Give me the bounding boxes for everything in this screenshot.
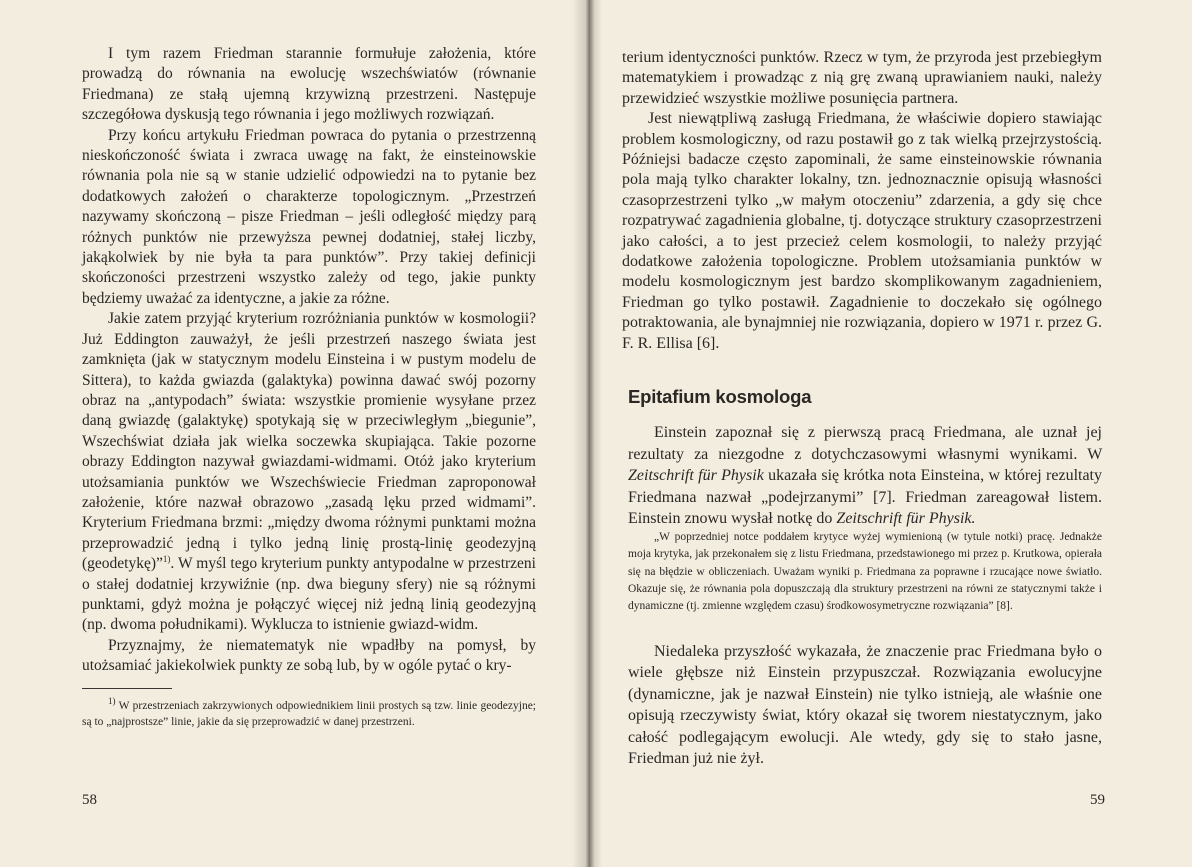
paragraph: Przy końcu artykułu Friedman powraca do pytania o przestrzenną nieskończoność świata i zwraca uwagę na fakt, że einsteinowskie równania pola nie są w stanie udzielić odpowiedzi na to pytanie bez dodatkowych założeń o charakterze topologicznym. „Przestrzeń nazywamy skończoną – pisze Friedman – jeśli odległość między parą różnych punktów nie przewyższa pewnej dodatniej, stałej liczby, jakąkolwiek by nie była ta para punktów”. Przy takiej definicji skończoności przestrzeni wszystko zależy od tego, jakie punkty będziemy uważać za identyczne, a jakie za różne. <box>82 126 536 307</box>
paragraph: terium identyczności punktów. Rzecz w tym, że przyroda jest przebiegłym matematykiem i prowadząc z nią grę zwaną uprawianiem nauki, należy przewidzieć wszystkie możliwe posunięcia partnera. <box>622 49 1102 107</box>
paragraph: Jest niewątpliwą zasługą Friedmana, że właściwie dopiero stawiając problem kosmologiczny, od razu postawił go z tak wielką przejrzystością. Późniejsi badacze często zapominali, że same einsteinowskie równania pola mają tylko charakter lokalny, tzn. jednoznacznie opisują własności czasoprzestrzeni tylko „w małym otoczeniu” zdarzenia, a gdy się chce rozpatrywać zagadnienia globalne, tj. dotyczące struktury czasoprzestrzeni jako całości, a to jest przecież celem kosmologii, to należy przyjąć dodatkowe założenia topologiczne. Problem utożsamiania punktów w modelu kosmologicznym jest bardzo skomplikowanym zagadnieniem, Friedman go tylko postawił. Zagadnienie to doczekało się ogólnego potraktowania, ale bynajmniej nie rozwiązania, dopiero w 1971 r. przez G. F. R. Ellisa [6]. <box>622 110 1102 352</box>
footnote-number: 1) <box>108 696 116 707</box>
journal-title: Zeitschrift für Physik <box>628 467 764 485</box>
left-page <box>0 0 590 867</box>
paragraph: Przyznajmy, że niematematyk nie wpadłby na pomysł, by utożsamiać jakiekolwiek punkty ze sobą lub, by w ogóle pytać o kry- <box>82 636 536 675</box>
paragraph-text: Einstein zapoznał się z pierwszą pracą Friedmana, ale uznał jej rezultaty za niezgodne z dotychczasowymi własnymi wynikami. W <box>628 424 1102 463</box>
footnote-marker: 1) <box>162 554 171 564</box>
paragraph <box>628 422 1102 530</box>
page-number-right: 59 <box>1090 792 1105 808</box>
paragraph: I tym razem Friedman starannie formułuje założenia, które prowadzą do równania na ewolucję wszechświatów (równanie Friedmana) ze stałą ujemną krzywizną przestrzeni. Następuje szczegółowa dyskusją tego równania i jego możliwych rozwiązań. <box>82 45 536 124</box>
closing-paragraph <box>628 641 1102 769</box>
quote-text: „W poprzedniej notce poddałem krytyce wyżej wymienioną (w tytule notki) pracę. Jednakże moja krytyka, jak przekonałem się z listu Friedmana, przedstawionego mi przez p. Krutkowa, opierała się na błędzie w obliczeniach. Uważam wyniki p. Friedmana za poprawne i rzucające nowe światło. Okazuje się, że równania pola dopuszczają dla struktury przestrzeni na równi ze statycznymi także i dynamiczne (tj. zmienne względem czasu) środkowosymetryczne rozwiązania” [8]. <box>628 531 1102 613</box>
footnote <box>82 696 537 730</box>
section-title: Epitafium kosmologa <box>628 386 812 407</box>
paragraph-text: Jakie zatem przyjąć kryterium rozróżniania punktów w kosmologii? Już Eddington zauważył, że jeśli przestrzeń naszego świata jest zamknięta (jak w statycznym modelu Einsteina i w pustym modelu de Sittera), to każda gwiazda (galaktyka) powinna dawać swój pozorny obraz na „antypodach” świata: wszystkie promienie wysyłane przez daną gwiazdę (galaktykę) spotykają się w przeciwległym „biegunie”, Wszechświat działa jak wielka soczewka skupiająca. Takie pozorne obrazy Eddington nazywał gwiazdami-widmami. Otóż jako kryterium utożsamiania punktów we Wszechświecie Friedman zaproponował założenie, które nazwał obrazowo „zasadą lęku przed widmami”. Kryterium Friedmana brzmi: „między dwoma różnymi punktami można przeprowadzić jedną i tylko jedną linię prostą-linię geodezyjną (geodetykę)” <box>82 310 536 573</box>
left-page-body <box>82 44 536 677</box>
section-paragraph <box>628 422 1102 530</box>
paragraph: Niedaleka przyszłość wykazała, że znaczenie prac Friedmana było o wiele głębsze niż Einstein przypuszczał. Rozwiązania ewolucyjne (dynamiczne, jak je nazwał Einstein) nie tylko istnieją, ale właśnie one opisują rzeczywisty świat, który okazał się tworem niestatycznym, jako całość podlegającym ewolucji. Ale wtedy, gdy się to stało jasne, Friedman już nie żył. <box>628 643 1102 768</box>
einstein-quote <box>628 529 1102 615</box>
paragraph-text: ukazała się krótka nota Einsteina, w której rezultaty Friedmana nazwał „podejrzanymi” [7]. Friedman zareagował listem. Einstein znowu wysłał notkę do <box>628 467 1103 528</box>
paragraph-text: W myśl tego kryterium punkty antypodalne w przestrzeni o stałej dodatniej krzywiźnie (np. dwa bieguny sfery) nie są różnymi punktami, gdyż można je połączyć więcej niż jedną linią geodezyjną (np. dwoma południkami). Wyklucza to istnienie gwiazd-widm. <box>82 555 536 634</box>
right-page-body <box>622 48 1102 354</box>
paragraph: Jakie zatem przyjąć kryterium rozróżniania punktów w kosmologii? Już Eddington zauważył, że jeśli przestrzeń naszego świata jest zamknięta (jak w statycznym modelu Einsteina i w pustym modelu de Sittera), to każda gwiazda (galaktyka) powinna dawać swój pozorny obraz na „antypodach” świata: wszystkie promienie wysyłane przez daną gwiazdę (galaktykę) spotykają się w przeciwległym „biegunie”, Wszechświat działa jak wielka soczewka skupiająca. Takie pozorne obrazy Eddington nazywał gwiazdami-widmami. Otóż jako kryterium utożsamiania punktów we Wszechświecie Friedman zaproponował założenie, które nazwał obrazowo „zasadą lęku przed widmami”. Kryterium Friedmana brzmi: „między dwoma różnymi punktami można przeprowadzić jedną i tylko jedną linię prostą-linię geodezyjną (geodetykę)”$^{1)}$. W myśl tego kryterium punkty antypodalne w przestrzeni o stałej dodatniej krzywiźnie (np. dwa bieguny sfery) nie są różnymi punktami, gdyż można je połączyć więcej niż jedną linią geodezyjną (np. dwoma południkami). Wyklucza to istnienie gwiazd-widm. <box>82 310 536 634</box>
page-number-left: 58 <box>82 792 97 808</box>
journal-title: Zeitschrift für Physik. <box>836 510 976 528</box>
footnote-divider <box>82 688 172 689</box>
footnote-text: W przestrzeniach zakrzywionych odpowiednikiem linii prostych są tzw. linie geodezyjne; są to „najprostsze” linie, jakie da się przeprowadzić w danej przestrzeni. <box>82 700 537 728</box>
